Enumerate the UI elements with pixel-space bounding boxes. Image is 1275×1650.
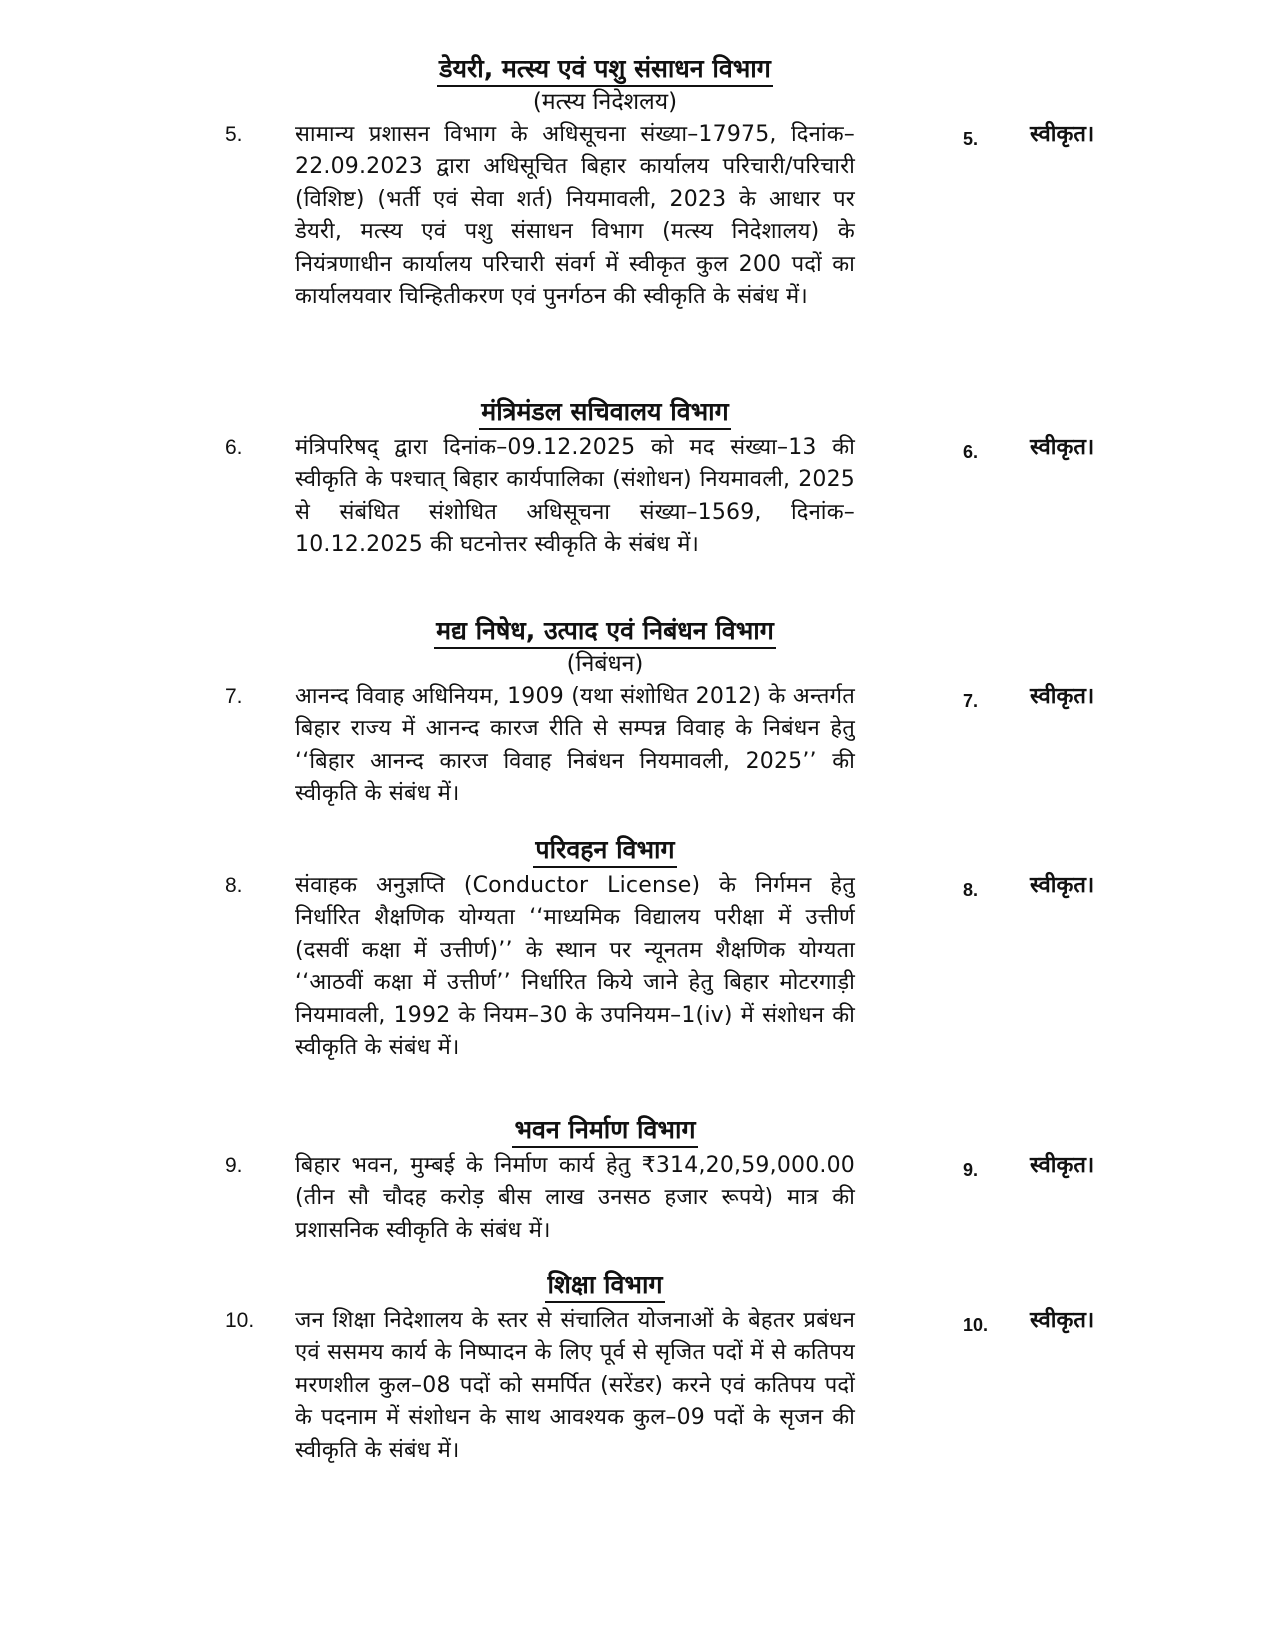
section-heading xyxy=(290,835,920,868)
item-text: जन शिक्षा निदेशालय के स्तर से संचालित योजनाओं के बेहतर प्रबंधन एवं ससमय कार्य के निष्पादन के लिए पूर्व से सृजित पदों में से कतिपय मरणशील कुल–08 पदों को समर्पित (सरेंडर) करने एवं कतिपय पदों के पदनाम में संशोधन के साथ आवश्यक कुल–09 पदों के सृजन की स्वीकृति के संबंध में। xyxy=(295,1308,855,1463)
decision-number: 9. xyxy=(963,1160,979,1180)
item-text: मंत्रिपरिषद् द्वारा दिनांक–09.12.2025 को मद संख्या–13 की स्वीकृति के पश्चात् बिहार कार्यपालिका (संशोधन) नियमावली, 2025 से संबंधित संशोधित अधिसूचना संख्या–1569, दिनांक–10.12.2025 की घटनोत्तर स्वीकृति के संबंध में। xyxy=(295,435,855,558)
decision-status: स्वीकृत। xyxy=(1030,122,1095,147)
department-title: मंत्रिमंडल सचिवालय विभाग xyxy=(479,397,730,430)
decision-number: 5. xyxy=(963,129,979,149)
section-education xyxy=(225,1270,1125,1463)
department-title: शिक्षा विभाग xyxy=(545,1270,664,1303)
section-heading xyxy=(290,1270,920,1303)
section-dairy-fisheries xyxy=(225,54,1125,310)
department-title: डेयरी, मत्स्य एवं पशु संसाधन विभाग xyxy=(437,54,773,87)
department-title: भवन निर्माण विभाग xyxy=(512,1115,697,1148)
section-heading xyxy=(290,1115,920,1148)
decision-number: 6. xyxy=(963,442,979,462)
decision-status: स्वीकृत। xyxy=(1030,873,1095,898)
section-building-construction xyxy=(225,1115,1125,1243)
decision-status: स्वीकृत। xyxy=(1030,1308,1095,1333)
section-heading xyxy=(290,54,920,117)
item-number: 7. xyxy=(225,685,243,708)
item-text: सामान्य प्रशासन विभाग के अधिसूचना संख्या–17975, दिनांक–22.09.2023 द्वारा अधिसूचित बिहार कार्यालय परिचारी/परिचारी (विशिष्ट) (भर्ती एवं सेवा शर्त) नियमावली, 2023 के आधार पर डेयरी, मत्स्य एवं पशु संसाधन विभाग (मत्स्य निदेशालय) के नियंत्रणाधीन कार्यालय परिचारी संवर्ग में स्वीकृत कुल 200 पदों का कार्यालयवार चिन्हितीकरण एवं पुनर्गठन की स्वीकृति के संबंध में। xyxy=(295,122,855,310)
subdepartment-title: (मत्स्य निदेशलय) xyxy=(532,89,678,115)
section-transport xyxy=(225,835,1125,1061)
item-text: बिहार भवन, मुम्बई के निर्माण कार्य हेतु ₹314,20,59,000.00 (तीन सौ चौदह करोड़ बीस लाख उनसठ हजार रूपये) मात्र की प्रशासनिक स्वीकृति के संबंध में। xyxy=(295,1153,855,1243)
section-cabinet-secretariat xyxy=(225,397,1125,558)
item-text: आनन्द विवाह अधिनियम, 1909 (यथा संशोधित 2012) के अन्तर्गत बिहार राज्य में आनन्द कारज रीति से सम्पन्न विवाह के निबंधन हेतु ‘‘बिहार आनन्द कारज विवाह निबंधन नियमावली, 2025’’ की स्वीकृति के संबंध में। xyxy=(295,684,855,807)
item-number: 5. xyxy=(225,123,243,146)
section-heading xyxy=(290,616,920,679)
item-number: 9. xyxy=(225,1154,243,1177)
item-text: संवाहक अनुज्ञप्ति (Conductor License) के निर्गमन हेतु निर्धारित शैक्षणिक योग्यता ‘‘माध्यमिक विद्यालय परीक्षा में उत्तीर्ण (दसवीं कक्षा में उत्तीर्ण)’’ के स्थान पर न्यूनतम शैक्षणिक योग्यता ‘‘आठवीं कक्षा में उत्तीर्ण’’ निर्धारित किये जाने हेतु बिहार मोटरगाड़ी नियमावली, 1992 के नियम–30 के उपनियम–1(iv) में संशोधन की स्वीकृति के संबंध में। xyxy=(295,873,855,1061)
decision-number: 7. xyxy=(963,691,979,711)
section-prohibition-excise xyxy=(225,616,1125,807)
section-heading xyxy=(290,397,920,430)
decision-status: स्वीकृत। xyxy=(1030,435,1095,460)
item-number: 6. xyxy=(225,436,243,459)
item-number: 8. xyxy=(225,874,243,897)
subdepartment-title: (निबंधन) xyxy=(566,651,644,677)
department-title: परिवहन विभाग xyxy=(533,835,676,868)
decision-status: स्वीकृत। xyxy=(1030,1153,1095,1178)
department-title: मद्य निषेध, उत्पाद एवं निबंधन विभाग xyxy=(434,616,776,649)
decision-number: 10. xyxy=(963,1315,989,1335)
item-number: 10. xyxy=(225,1309,255,1332)
decision-status: स्वीकृत। xyxy=(1030,684,1095,709)
decision-number: 8. xyxy=(963,880,979,900)
